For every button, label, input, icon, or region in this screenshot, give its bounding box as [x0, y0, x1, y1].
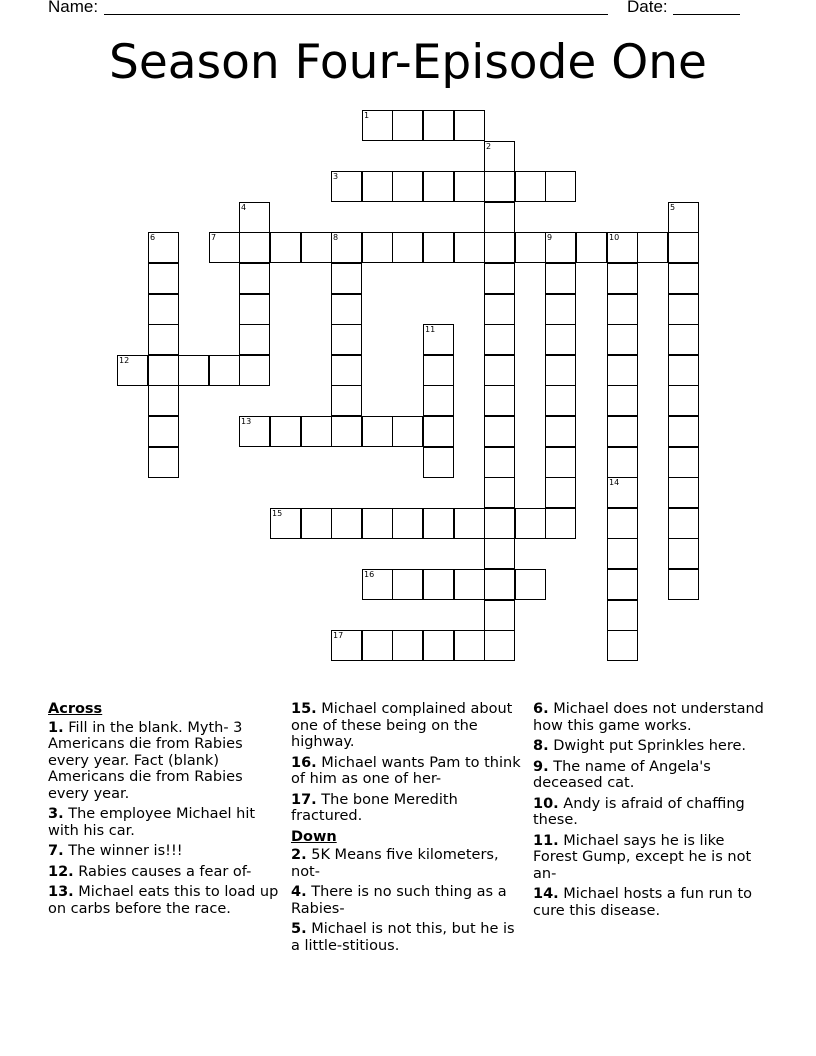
- crossword-cell[interactable]: [607, 355, 638, 386]
- crossword-cell[interactable]: [209, 355, 240, 386]
- cell-number: 3: [333, 172, 339, 181]
- crossword-cell[interactable]: [423, 416, 454, 447]
- crossword-cell[interactable]: [515, 569, 546, 600]
- cell-number: 6: [150, 233, 156, 242]
- crossword-cell[interactable]: [362, 416, 393, 447]
- clue-number: 11.: [533, 832, 559, 849]
- clue-number: 13.: [48, 884, 74, 900]
- crossword-cell[interactable]: [668, 447, 699, 478]
- crossword-cell[interactable]: [148, 447, 179, 478]
- cell-number: 7: [211, 233, 217, 242]
- crossword-cell[interactable]: [484, 263, 515, 294]
- crossword-cell[interactable]: [484, 385, 515, 416]
- crossword-cell[interactable]: [362, 508, 393, 539]
- crossword-cell[interactable]: [392, 232, 423, 263]
- clue-text: Dwight put Sprinkles here.: [553, 738, 747, 754]
- crossword-cell[interactable]: [484, 477, 515, 508]
- crossword-cell[interactable]: [331, 508, 362, 539]
- clue-text: Michael eats this to load up on carbs before the race.: [48, 884, 279, 917]
- crossword-cell[interactable]: [148, 355, 179, 386]
- crossword-cell[interactable]: [545, 294, 576, 325]
- crossword-cell[interactable]: [392, 569, 423, 600]
- crossword-cell[interactable]: [607, 294, 638, 325]
- crossword-cell[interactable]: [423, 355, 454, 386]
- clue-number: 7.: [48, 843, 64, 859]
- crossword-cell[interactable]: [423, 447, 454, 478]
- clue-number: 3.: [48, 806, 64, 822]
- crossword-cell[interactable]: [668, 263, 699, 294]
- clue-text: Michael is not this, but he is a little-stitious.: [291, 921, 515, 954]
- clue-across-3: [48, 806, 280, 839]
- cell-number: 8: [333, 233, 339, 242]
- clue-text: Michael does not understand how this game works.: [533, 701, 764, 734]
- clue-across-12: [48, 864, 280, 881]
- date-label: Date:: [627, 0, 668, 16]
- crossword-cell[interactable]: [668, 355, 699, 386]
- crossword-cell[interactable]: [423, 508, 454, 539]
- crossword-cell[interactable]: [362, 110, 393, 141]
- crossword-cell[interactable]: [454, 630, 485, 661]
- crossword-cell[interactable]: [484, 630, 515, 661]
- crossword-cell[interactable]: [607, 538, 638, 569]
- cell-number: 10: [609, 233, 620, 242]
- clue-number: 6.: [533, 701, 549, 717]
- clue-down-9: [533, 759, 765, 792]
- crossword-cell[interactable]: [362, 232, 393, 263]
- cell-number: 9: [547, 233, 553, 242]
- clue-down-6: [533, 701, 765, 734]
- clue-text: Fill in the blank. Myth- 3 Americans die from Rabies every year. Fact (blank) Americans die from Rabies every year.: [48, 719, 243, 802]
- clue-text: 5K Means five kilometers, not-: [291, 847, 499, 880]
- crossword-cell[interactable]: [607, 416, 638, 447]
- clue-across-1: [48, 720, 280, 803]
- crossword-cell[interactable]: [270, 416, 301, 447]
- crossword-cell[interactable]: [545, 416, 576, 447]
- clue-down-4: [291, 884, 523, 917]
- crossword-cell[interactable]: [423, 171, 454, 202]
- crossword-cell[interactable]: [331, 232, 362, 263]
- crossword-cell[interactable]: [239, 202, 270, 233]
- crossword-cell[interactable]: [668, 202, 699, 233]
- crossword-cell[interactable]: [545, 232, 576, 263]
- crossword-cell[interactable]: [607, 630, 638, 661]
- crossword-cell[interactable]: [576, 232, 607, 263]
- name-label: Name:: [48, 0, 99, 16]
- crossword-cell[interactable]: [668, 294, 699, 325]
- crossword-cell[interactable]: [117, 355, 148, 386]
- crossword-cell[interactable]: [545, 508, 576, 539]
- crossword-cell[interactable]: [454, 508, 485, 539]
- crossword-cell[interactable]: [545, 355, 576, 386]
- clue-number: 2.: [291, 847, 307, 863]
- crossword-cell[interactable]: [668, 569, 699, 600]
- clue-number: 5.: [291, 921, 307, 937]
- crossword-cell[interactable]: [454, 110, 485, 141]
- crossword-cell[interactable]: [545, 324, 576, 355]
- clue-text: Michael hosts a fun run to cure this disease.: [533, 886, 753, 919]
- crossword-cell[interactable]: [607, 600, 638, 631]
- clue-down-5: [291, 921, 523, 954]
- crossword-cell[interactable]: [331, 294, 362, 325]
- cell-number: 12: [119, 356, 130, 365]
- crossword-cell[interactable]: [239, 416, 270, 447]
- crossword-cell[interactable]: [148, 416, 179, 447]
- crossword-cell[interactable]: [392, 508, 423, 539]
- crossword-cell[interactable]: [607, 447, 638, 478]
- clue-number: 9.: [533, 758, 549, 775]
- crossword-cell[interactable]: [331, 355, 362, 386]
- crossword-cell[interactable]: [301, 232, 332, 263]
- crossword-cell[interactable]: [484, 447, 515, 478]
- crossword-cell[interactable]: [423, 324, 454, 355]
- crossword-cell[interactable]: [607, 508, 638, 539]
- clue-column-3: [533, 701, 765, 923]
- crossword-cell[interactable]: [637, 232, 668, 263]
- crossword-cell[interactable]: [607, 477, 638, 508]
- crossword-cell[interactable]: [301, 508, 332, 539]
- clue-text: The bone Meredith fractured.: [291, 791, 458, 824]
- crossword-cell[interactable]: [484, 508, 515, 539]
- clue-down-10: [533, 796, 765, 829]
- crossword-cell[interactable]: [607, 263, 638, 294]
- cell-number: 15: [272, 509, 283, 518]
- cell-number: 13: [241, 417, 252, 426]
- crossword-cell[interactable]: [331, 416, 362, 447]
- crossword-cell[interactable]: [484, 202, 515, 233]
- crossword-cell[interactable]: [484, 600, 515, 631]
- crossword-cell[interactable]: [423, 110, 454, 141]
- crossword-cell[interactable]: [607, 385, 638, 416]
- crossword-cell[interactable]: [607, 569, 638, 600]
- clue-number: 4.: [291, 884, 307, 900]
- crossword-cell[interactable]: [668, 538, 699, 569]
- crossword-cell[interactable]: [148, 232, 179, 263]
- crossword-cell[interactable]: [331, 324, 362, 355]
- crossword-cell[interactable]: [668, 324, 699, 355]
- crossword-cell[interactable]: [668, 385, 699, 416]
- crossword-cell[interactable]: [270, 232, 301, 263]
- crossword-cell[interactable]: [545, 385, 576, 416]
- crossword-cell[interactable]: [545, 477, 576, 508]
- cell-number: 16: [364, 570, 375, 579]
- across-heading: Across: [48, 701, 103, 717]
- crossword-cell[interactable]: [607, 324, 638, 355]
- crossword-cell[interactable]: [668, 508, 699, 539]
- clue-text: The employee Michael hit with his car.: [48, 806, 256, 839]
- crossword-cell[interactable]: [545, 263, 576, 294]
- crossword-cell[interactable]: [454, 232, 485, 263]
- clue-across-17: [291, 792, 523, 825]
- clue-number: 12.: [48, 863, 74, 880]
- crossword-cell[interactable]: [392, 630, 423, 661]
- crossword-cell[interactable]: [484, 355, 515, 386]
- crossword-cell[interactable]: [423, 385, 454, 416]
- clue-text: There is no such thing as a Rabies-: [291, 884, 507, 917]
- crossword-cell[interactable]: [423, 232, 454, 263]
- crossword-cell[interactable]: [239, 232, 270, 263]
- clue-across-16: [291, 755, 523, 788]
- crossword-cell[interactable]: [423, 630, 454, 661]
- cell-number: 11: [425, 325, 436, 334]
- crossword-cell[interactable]: [209, 232, 240, 263]
- crossword-cell[interactable]: [362, 630, 393, 661]
- crossword-cell[interactable]: [545, 447, 576, 478]
- crossword-cell[interactable]: [270, 508, 301, 539]
- clue-number: 16.: [291, 754, 317, 771]
- crossword-cell[interactable]: [392, 110, 423, 141]
- crossword-cell[interactable]: [331, 385, 362, 416]
- crossword-cell[interactable]: [515, 232, 546, 263]
- cell-number: 2: [486, 142, 492, 151]
- crossword-cell[interactable]: [484, 416, 515, 447]
- crossword-cell[interactable]: [668, 232, 699, 263]
- crossword-cell[interactable]: [484, 141, 515, 172]
- clue-text: Michael wants Pam to think of him as one of her-: [291, 754, 521, 787]
- cell-number: 17: [333, 631, 344, 640]
- crossword-cell[interactable]: [484, 294, 515, 325]
- clue-down-8: [533, 738, 765, 755]
- crossword-cell[interactable]: [484, 232, 515, 263]
- clue-text: The name of Angela's deceased cat.: [533, 758, 711, 791]
- clue-number: 1.: [48, 719, 64, 736]
- crossword-cell[interactable]: [362, 171, 393, 202]
- clue-text: Michael complained about one of these being on the highway.: [291, 701, 513, 750]
- cell-number: 5: [670, 203, 676, 212]
- crossword-cell[interactable]: [239, 263, 270, 294]
- crossword-cell[interactable]: [362, 569, 393, 600]
- crossword-cell[interactable]: [331, 630, 362, 661]
- crossword-cell[interactable]: [668, 477, 699, 508]
- clue-down-11: [533, 833, 765, 883]
- clue-number: 10.: [533, 795, 559, 812]
- crossword-cell[interactable]: [392, 171, 423, 202]
- crossword-cell[interactable]: [239, 355, 270, 386]
- crossword-cell[interactable]: [423, 569, 454, 600]
- cell-number: 14: [609, 478, 620, 487]
- clue-column-2: [291, 701, 523, 958]
- crossword-cell[interactable]: [392, 416, 423, 447]
- crossword-cell[interactable]: [515, 508, 546, 539]
- clue-number: 15.: [291, 701, 317, 717]
- crossword-cell[interactable]: [484, 171, 515, 202]
- crossword-cell[interactable]: [545, 171, 576, 202]
- crossword-cell[interactable]: [239, 294, 270, 325]
- crossword-cell[interactable]: [484, 324, 515, 355]
- crossword-cell[interactable]: [239, 324, 270, 355]
- crossword-cell[interactable]: [484, 538, 515, 569]
- clue-text: Rabies causes a fear of-: [78, 863, 252, 880]
- crossword-cell[interactable]: [515, 171, 546, 202]
- crossword-cell[interactable]: [454, 171, 485, 202]
- crossword-cell[interactable]: [148, 263, 179, 294]
- crossword-cell[interactable]: [607, 232, 638, 263]
- clue-down-14: [533, 886, 765, 919]
- crossword-cell[interactable]: [668, 416, 699, 447]
- page-title: Season Four-Episode One: [109, 35, 707, 90]
- clue-text: Michael says he is like Forest Gump, except he is not an-: [533, 832, 752, 882]
- clue-across-13: [48, 884, 280, 917]
- clue-across-7: [48, 843, 280, 860]
- crossword-cell[interactable]: [148, 385, 179, 416]
- crossword-cell[interactable]: [301, 416, 332, 447]
- clue-text: Andy is afraid of chaffing these.: [533, 795, 745, 828]
- crossword-cell[interactable]: [454, 569, 485, 600]
- crossword-cell[interactable]: [331, 171, 362, 202]
- cell-number: 4: [241, 203, 247, 212]
- crossword-cell[interactable]: [148, 294, 179, 325]
- crossword-cell[interactable]: [484, 569, 515, 600]
- clue-column-1: [48, 701, 280, 921]
- down-heading: Down: [291, 828, 337, 845]
- clue-number: 14.: [533, 886, 559, 902]
- clue-text: The winner is!!!: [68, 843, 183, 859]
- clue-number: 17.: [291, 791, 317, 808]
- crossword-cell[interactable]: [178, 355, 209, 386]
- cell-number: 1: [364, 111, 370, 120]
- clue-across-15: [291, 701, 523, 751]
- clue-number: 8.: [533, 738, 549, 754]
- crossword-cell[interactable]: [148, 324, 179, 355]
- clue-down-2: [291, 847, 523, 880]
- crossword-cell[interactable]: [331, 263, 362, 294]
